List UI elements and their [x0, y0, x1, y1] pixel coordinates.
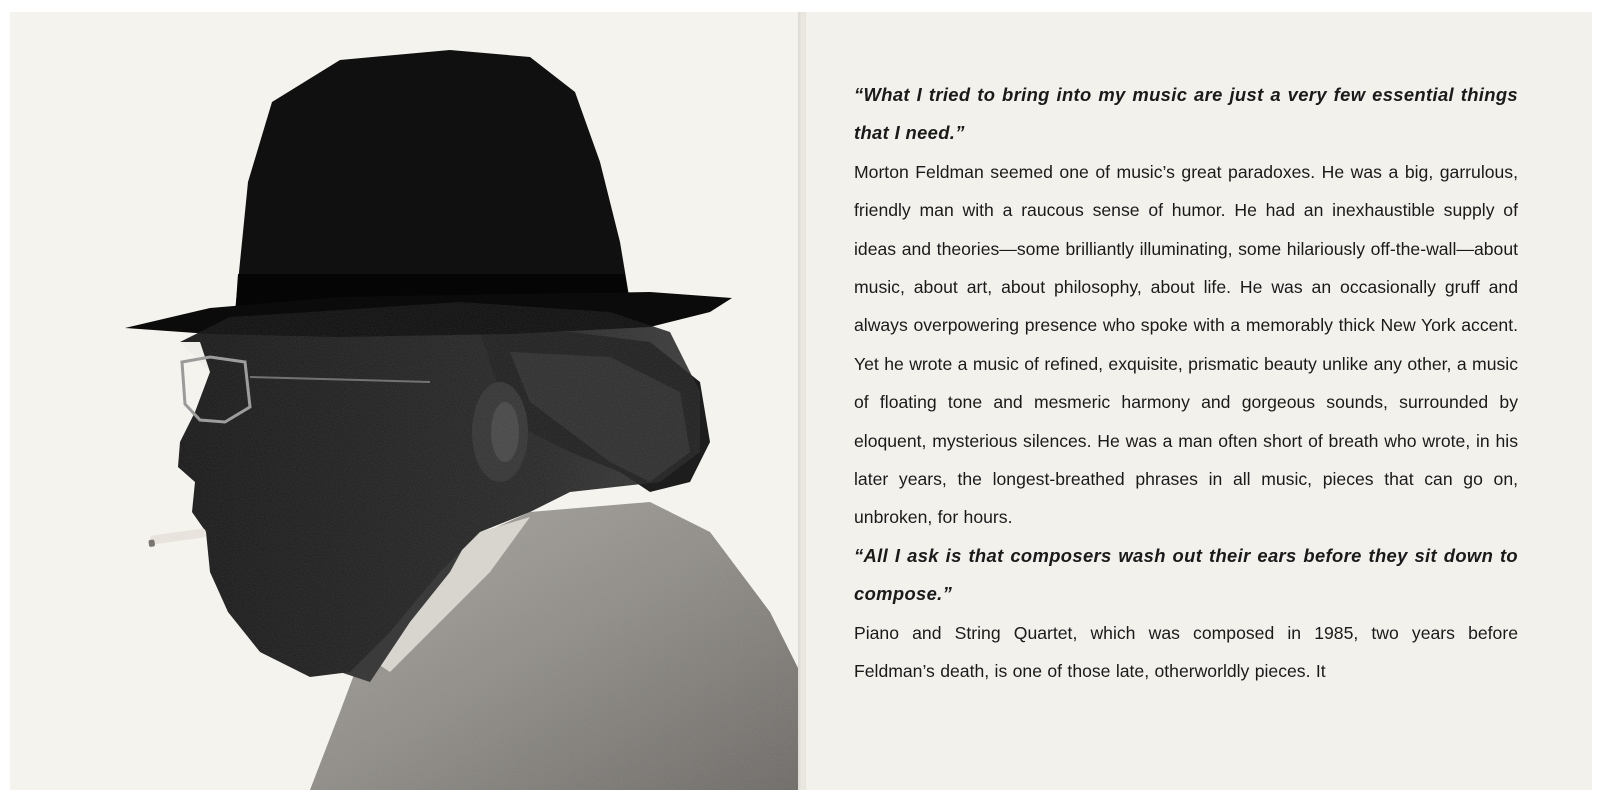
- pull-quote-1: “What I tried to bring into my music are just a very few essential things that I need.”: [854, 84, 1518, 144]
- right-page: [806, 12, 1592, 790]
- liner-notes-text: [854, 76, 1518, 691]
- body-paragraph-2: Piano and String Quartet, which was composed in 1985, two years before Feldman’s death, is one of those late, otherworldly pieces. It: [854, 622, 1518, 682]
- left-page: [10, 12, 800, 790]
- body-paragraph-1: Morton Feldman seemed one of music’s great paradoxes. He was a big, garrulous, friendly man with a raucous sense of humor. He had an inexhaustible supply of ideas and theories—some brilliantly illuminating, some hilariously off-the-wall—about music, about art, about philosophy, about life. He was an occasionally gruff and always overpowering presence who spoke with a memorably thick New York accent. Yet he wrote a music of refined, exquisite, prismatic beauty unlike any other, a music of floating tone and mesmeric harmony and gorgeous sounds, surrounded by eloquent, mysterious silences. He was a man often short of breath who wrote, in his later years, the longest-breathed phrases in all music, pieces that can go on, unbroken, for hours.: [854, 161, 1518, 528]
- pull-quote-2: “All I ask is that composers wash out their ears before they sit down to compose.”: [854, 544, 1518, 605]
- portrait-photo: [10, 12, 800, 790]
